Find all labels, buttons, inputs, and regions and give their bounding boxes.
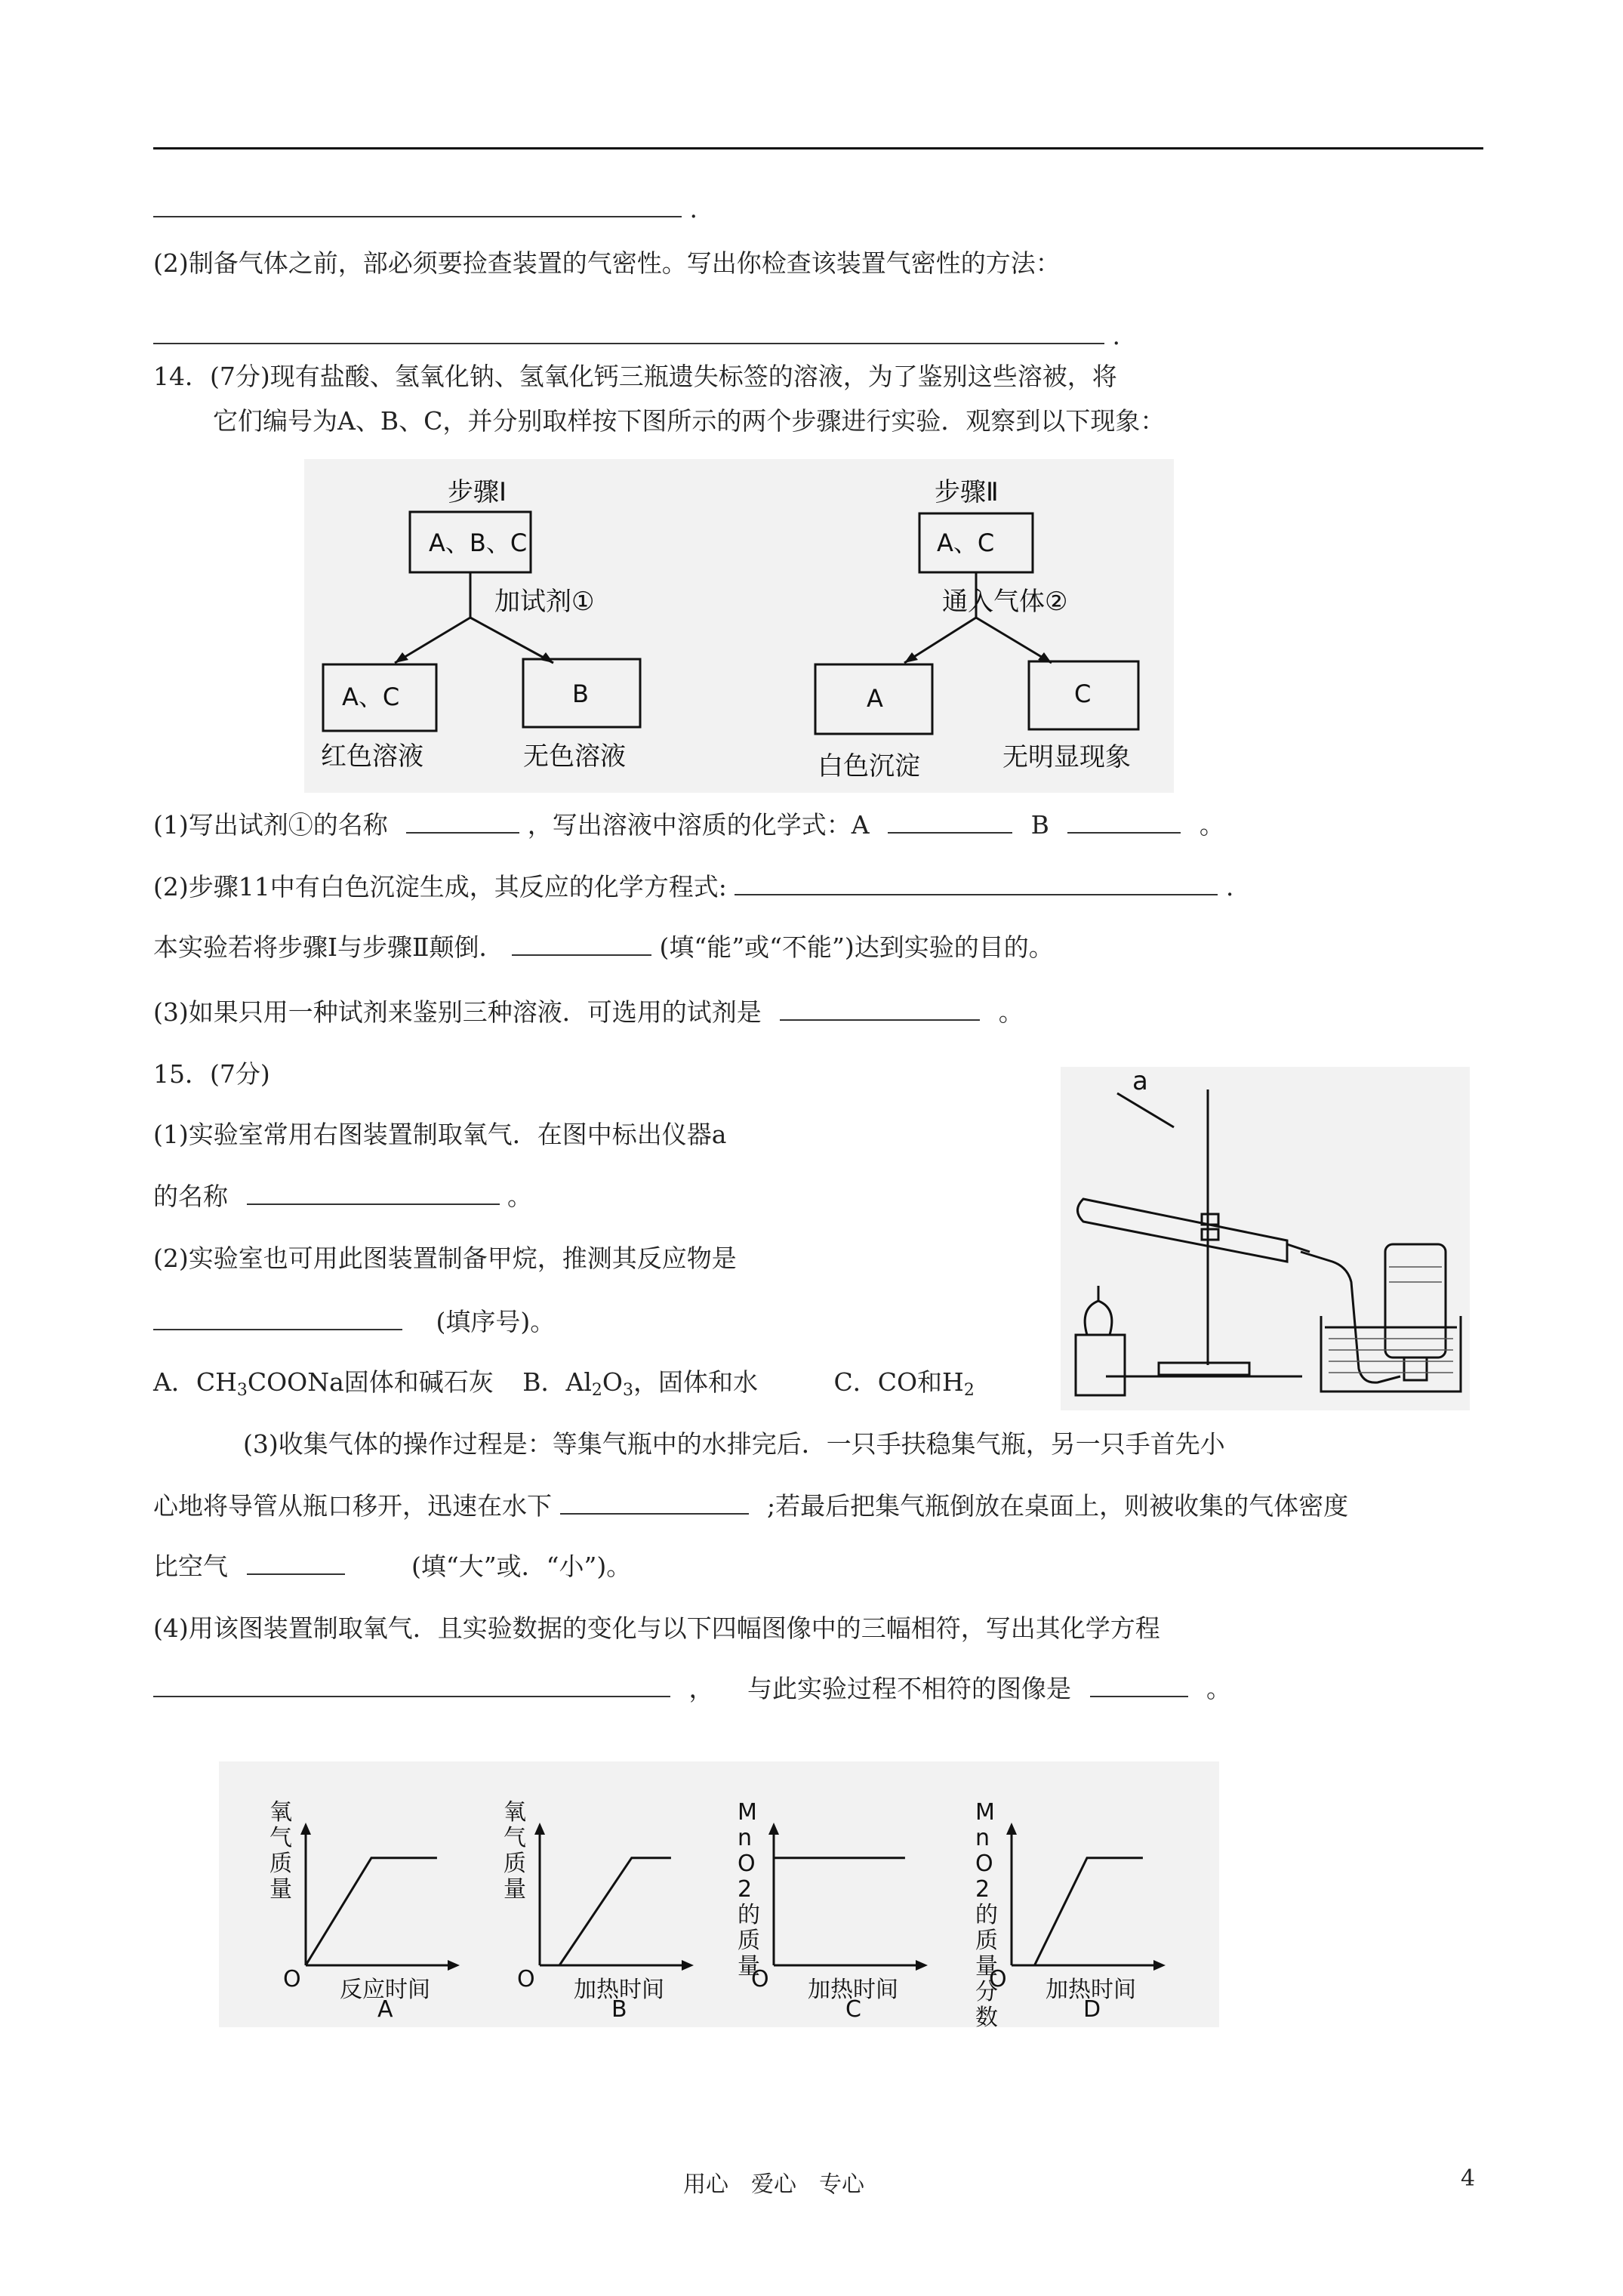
graph-A-series-line — [306, 1858, 437, 1965]
option-b: B．$Al_2O_3$，固体和水 — [522, 1367, 758, 1400]
mismatch-graph-blank[interactable] — [1090, 1670, 1188, 1697]
graph-A-x-arrow — [448, 1960, 460, 1971]
step2-right-label: 无明显现象 — [1002, 742, 1131, 772]
step2-box-label: A、C — [937, 529, 995, 557]
q14-part2: (2)步骤11中有白色沉淀生成，其反应的化学方程式: . — [153, 868, 1233, 905]
graph-B-y-label: 氧气质量 — [504, 1799, 526, 1903]
graph-B-x-label: 加热时间 — [574, 1977, 664, 2003]
step1-right-box: B — [572, 680, 589, 708]
step2-left-box: A — [867, 684, 883, 713]
oxygen-equation-blank[interactable] — [153, 1670, 670, 1697]
step2-title: 步骤Ⅱ — [935, 477, 999, 507]
q15-part1-a: (1)实验室常用右图装置制取氧气．在图中标出仪器a — [153, 1120, 727, 1149]
q15-part1-b: 的名称 。 — [153, 1178, 532, 1214]
header-rule — [153, 147, 1483, 149]
q15-part4-a: (4)用该图装置制取氧气．且实验数据的变化与以下四幅图像中的三幅相符，写出其化学方程 — [153, 1613, 1160, 1643]
graph-B-caption: B — [611, 1996, 627, 2023]
q13-answer-line-2: . — [153, 317, 1120, 353]
step1-reagent: 加试剂① — [494, 587, 595, 617]
answer-blank[interactable] — [153, 190, 682, 217]
graph-D-x-arrow — [1153, 1960, 1166, 1971]
graph-C-x-arrow — [916, 1960, 928, 1971]
option-c: C．CO和$H_2$ — [833, 1367, 975, 1400]
can-or-cannot-blank[interactable] — [512, 929, 651, 956]
graph-D-caption: D — [1083, 1996, 1101, 2023]
graph-C-y-arrow — [768, 1823, 779, 1835]
q15-part3-c: 比空气 (填“大”或．“小”)。 — [153, 1548, 631, 1584]
density-blank[interactable] — [247, 1548, 345, 1575]
single-reagent-blank[interactable] — [780, 994, 980, 1021]
graph-C-caption: C — [845, 1996, 861, 2023]
answer-blank[interactable] — [153, 317, 1104, 344]
q15-options — [153, 1365, 975, 1408]
q15-part3-a: (3)收集气体的操作过程是：等集气瓶中的水排完后．一只手扶稳集气瓶，另一只手首先小 — [243, 1429, 1225, 1459]
formula-a-blank[interactable] — [888, 806, 1012, 834]
graph-C-x-label: 加热时间 — [808, 1977, 898, 2003]
graph-D-series-line — [1012, 1858, 1143, 1965]
reagent-name-blank[interactable] — [406, 806, 519, 834]
graphs-panel — [219, 1761, 1219, 2027]
q14-part2b: 本实验若将步骤Ⅰ与步骤Ⅱ颠倒． (填“能”或“不能”)达到实验的目的。 — [153, 929, 1054, 965]
page-number: 4 — [1461, 2165, 1476, 2192]
graph-C-y-label: M n O 2 的质量 — [738, 1799, 760, 1980]
graph-C-origin: O — [751, 1966, 769, 1992]
instrument-label-a: a — [1132, 1067, 1148, 1096]
q14-flow-diagram — [304, 459, 1174, 793]
graph-D-origin: O — [989, 1966, 1007, 1992]
graph-B-x-arrow — [682, 1960, 694, 1971]
q14-stem-2: 它们编号为A、B、C，并分别取样按下图所示的两个步骤进行实验．观察到以下现象： — [213, 406, 1166, 436]
q14-stem-1: 14．(7分)现有盐酸、氢氧化钠、氢氧化钙三瓶遗失标签的溶液，为了鉴别这些溶被，将 — [153, 362, 1117, 391]
graph-D-y-arrow — [1006, 1823, 1017, 1835]
step2-right-box: C — [1074, 680, 1092, 708]
graph-A-origin: O — [283, 1966, 301, 1992]
reactant-blank[interactable] — [153, 1303, 402, 1330]
graph-D-x-label: 加热时间 — [1046, 1977, 1136, 2003]
q15-part4-b: ， 与此实验过程不相符的图像是 。 — [153, 1670, 1231, 1706]
graph-B-origin: O — [517, 1966, 535, 1992]
q14-part3: (3)如果只用一种试剂来鉴别三种溶液．可选用的试剂是 。 — [153, 994, 1024, 1030]
step2-left-label: 白色沉淀 — [818, 751, 920, 781]
option-a: A．$CH_3COONa$固体和碱石灰 — [153, 1367, 494, 1400]
step1-box-label: A、B、C — [429, 529, 528, 557]
graph-A-y-arrow — [300, 1823, 311, 1835]
graph-A-x-label: 反应时间 — [340, 1977, 430, 2003]
instrument-name-blank[interactable] — [247, 1178, 500, 1205]
graph-B-series-line — [540, 1858, 671, 1965]
equation-blank[interactable] — [735, 868, 1218, 895]
step1-title: 步骤Ⅰ — [448, 477, 507, 507]
q13-part2: (2)制备气体之前，部必须要捡查装置的气密性。写出你检查该装置气密性的方法： — [153, 248, 1061, 278]
q15-part3-b: 心地将导管从瓶口移开，迅速在水下 ;若最后把集气瓶倒放在桌面上，则被收集的气体密度 — [153, 1487, 1348, 1524]
step2-reagent: 通入气体② — [942, 587, 1068, 617]
q15-part2-b: (填序号)。 — [153, 1303, 555, 1339]
step1-left-label: 红色溶液 — [321, 741, 423, 772]
graph-A-y-label: 氧气质量 — [269, 1799, 292, 1903]
step1-right-label: 无色溶液 — [523, 741, 626, 772]
water-operation-blank[interactable] — [560, 1487, 749, 1515]
formula-b-blank[interactable] — [1067, 806, 1181, 834]
apparatus-figure — [1061, 1067, 1470, 1410]
q13-answer-line-1: . — [153, 190, 698, 227]
graph-A-caption: A — [377, 1996, 393, 2023]
graph-D-y-label: M n O 2 的质量分数 — [975, 1799, 998, 2027]
q15-part2-a: (2)实验室也可用此图装置制备甲烷，推测其反应物是 — [153, 1244, 737, 1273]
footer-slogan: 用心 爱心 专心 — [683, 2171, 864, 2198]
q14-part1: (1)写出试剂①的名称 ，写出溶液中溶质的化学式：A B 。 — [153, 806, 1224, 843]
step1-left-box: A、C — [342, 683, 400, 711]
q15-stem: 15．(7分) — [153, 1059, 270, 1089]
graph-B-y-arrow — [534, 1823, 545, 1835]
